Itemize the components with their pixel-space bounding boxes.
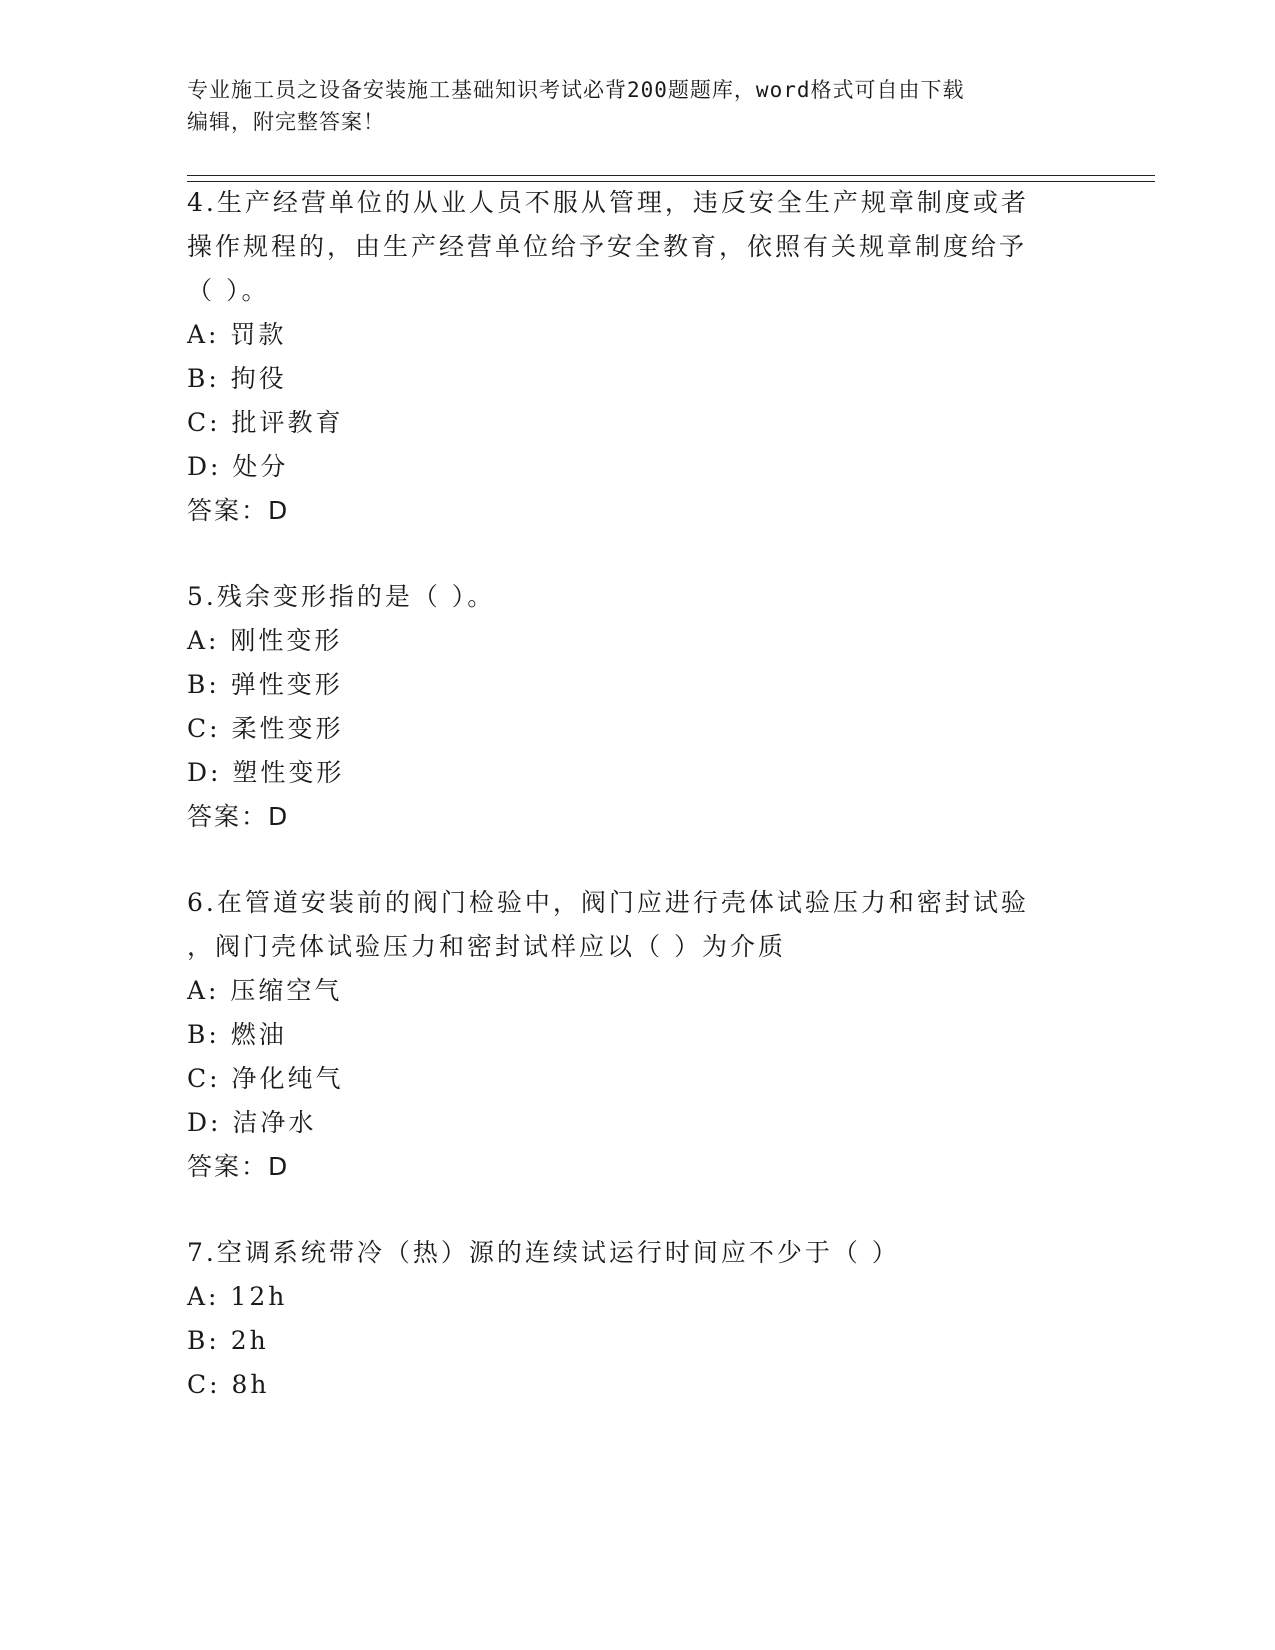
question-5-answer: 答案：D [187, 802, 290, 831]
question-5-option-b: B: 弹性变形 [187, 670, 343, 699]
question-5-option-c: C: 柔性变形 [187, 714, 344, 743]
question-4-option-b: B: 拘役 [187, 364, 287, 393]
question-6-option-a: A: 压缩空气 [187, 976, 343, 1005]
question-6-option-c: C: 净化纯气 [187, 1064, 344, 1093]
question-6-option-d: D: 洁净水 [187, 1108, 317, 1137]
header-divider-top [187, 175, 1155, 176]
question-4-option-d: D: 处分 [187, 452, 289, 481]
question-6-answer: 答案：D [187, 1152, 290, 1181]
question-7-option-c: C: 8h [187, 1370, 270, 1399]
document-header [187, 74, 1087, 138]
question-7-stem-line-1: 7.空调系统带冷（热）源的连续试运行时间应不少于（ ） [187, 1238, 900, 1267]
question-7-option-a: A: 12h [187, 1282, 288, 1311]
question-4-stem-line-2: 操作规程的，由生产经营单位给予安全教育，依照有关规章制度给予 [187, 232, 1028, 261]
header-line-1: 专业施工员之设备安装施工基础知识考试必背200题题库，word格式可自由下载 [187, 78, 965, 102]
question-6-stem-line-1: 6.在管道安装前的阀门检验中，阀门应进行壳体试验压力和密封试验 [187, 888, 1029, 917]
question-5-stem-line-1: 5.残余变形指的是（ ）。 [187, 582, 496, 611]
question-6-option-b: B: 燃油 [187, 1020, 287, 1049]
question-4-stem-line-3: （ ）。 [187, 276, 270, 305]
question-7-option-b: B: 2h [187, 1326, 269, 1355]
header-divider-bottom [187, 181, 1155, 182]
question-4-option-c: C: 批评教育 [187, 408, 344, 437]
header-line-2: 编辑，附完整答案！ [187, 110, 385, 134]
question-4-answer: 答案：D [187, 496, 290, 525]
question-5-option-d: D: 塑性变形 [187, 758, 345, 787]
question-4-stem-line-1: 4.生产经营单位的从业人员不服从管理，违反安全生产规章制度或者 [187, 188, 1029, 217]
question-5-option-a: A: 刚性变形 [187, 626, 343, 655]
question-6-stem-line-2: ，阀门壳体试验压力和密封试样应以（ ）为介质 [187, 932, 786, 961]
question-4-option-a: A: 罚款 [187, 320, 287, 349]
